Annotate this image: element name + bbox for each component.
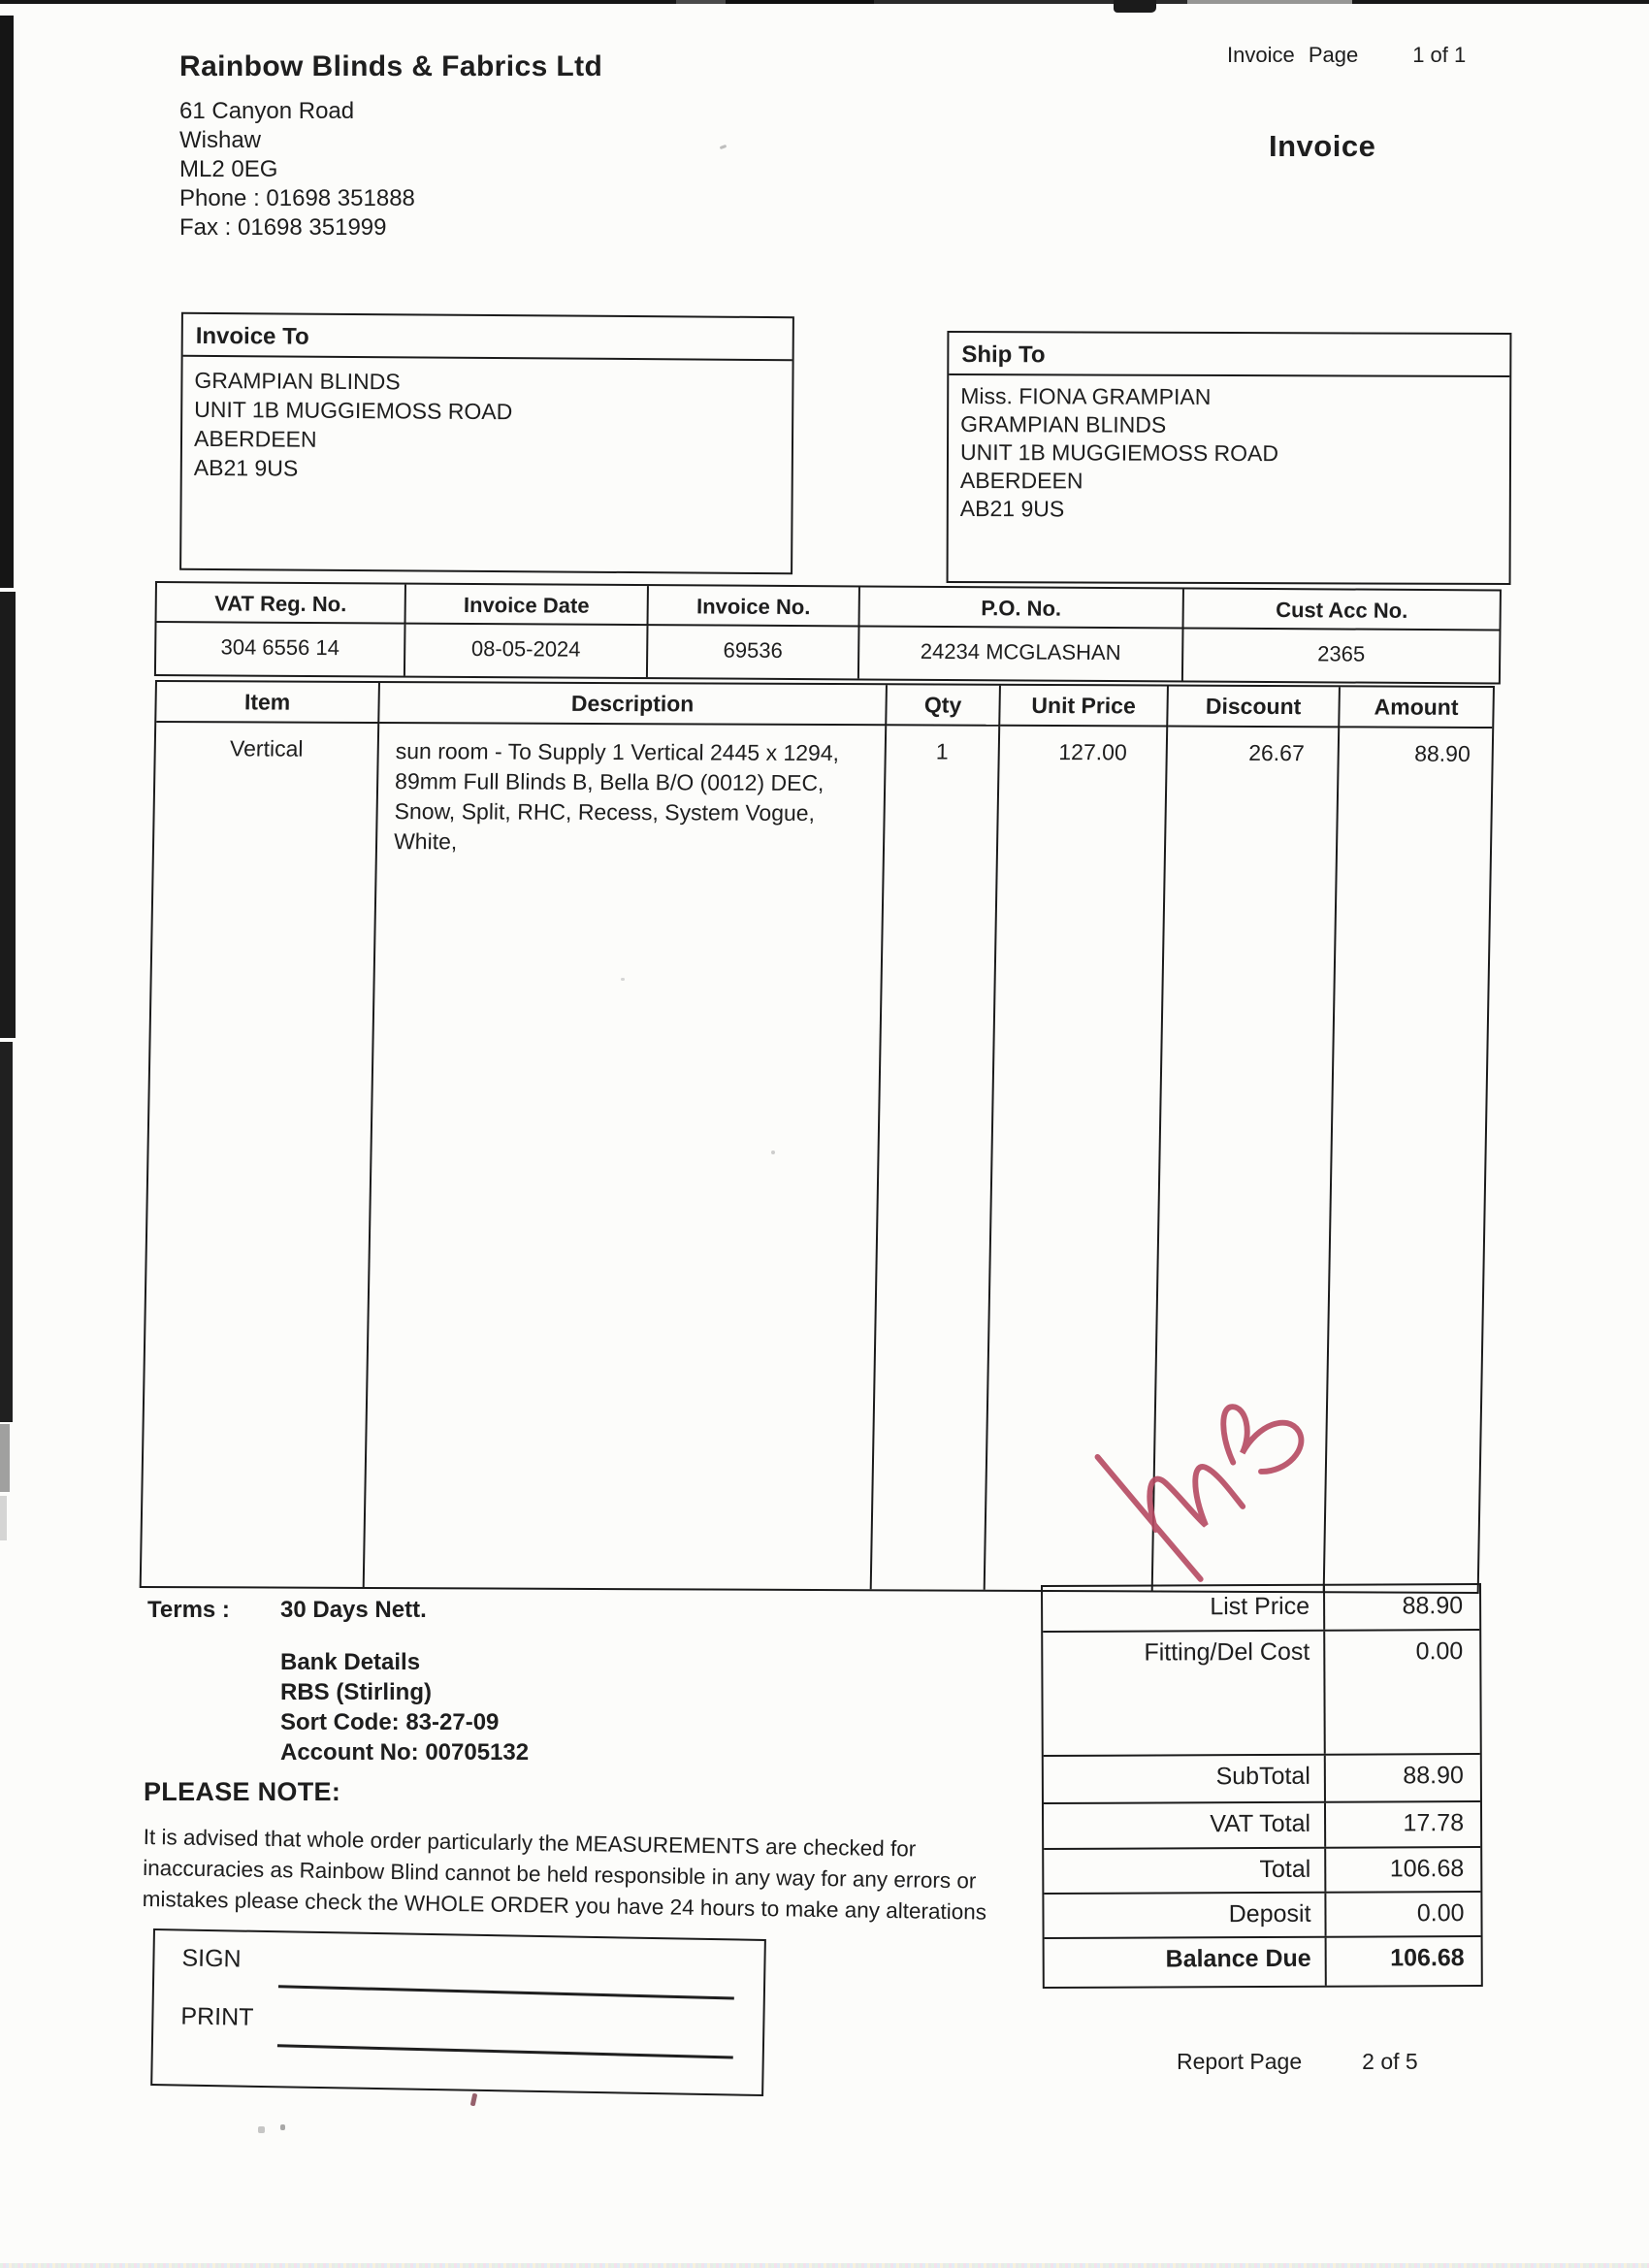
- company-name: Rainbow Blinds & Fabrics Ltd: [179, 50, 603, 82]
- vat-reg-no-header: VAT Reg. No.: [157, 583, 406, 625]
- print-label: PRINT: [180, 2002, 254, 2031]
- company-phone: Phone : 01698 351888: [179, 185, 415, 211]
- total-label: Deposit: [1044, 1894, 1326, 1937]
- vat-reg-no-value: 304 6556 14: [156, 623, 406, 676]
- line-item-amount: 88.90: [1413, 740, 1471, 766]
- address-line: GRAMPIAN BLINDS: [960, 411, 1167, 437]
- report-page-label: Report Page: [1177, 2049, 1303, 2074]
- total-value: 17.78: [1403, 1809, 1465, 1837]
- scan-speck: [258, 2126, 265, 2133]
- company-address-line: ML2 0EG: [179, 156, 278, 182]
- invoice-date-value: 08-05-2024: [405, 625, 649, 678]
- total-value: 0.00: [1416, 1899, 1465, 1928]
- line-item-qty: 1: [872, 726, 1001, 1589]
- bank-details-heading: Bank Details: [280, 1649, 421, 1675]
- line-item-name: Vertical: [142, 723, 380, 1587]
- total-row-subtotal: [1044, 1753, 1480, 1802]
- total-value: 106.68: [1389, 1855, 1465, 1883]
- total-row-deposit: [1044, 1891, 1480, 1937]
- totals-table: [1041, 1583, 1483, 1989]
- ship-to-heading: Ship To: [949, 333, 1509, 377]
- bank-details: [280, 1647, 529, 1767]
- address-line: AB21 9US: [959, 496, 1065, 522]
- disclaimer-line: mistakes please check the WHOLE ORDER you have 24 hours to make any alterations: [142, 1886, 987, 1925]
- invoice-page-label: Invoice Page: [1227, 43, 1359, 67]
- total-row-list-price: [1043, 1585, 1479, 1631]
- line-item-unit-price: 127.00: [986, 727, 1169, 1591]
- total-row-vat-total: [1044, 1800, 1480, 1848]
- description-line: White,: [393, 828, 458, 855]
- address-line: Miss. FIONA GRAMPIAN: [960, 383, 1212, 409]
- address-line: GRAMPIAN BLINDS: [194, 367, 401, 395]
- total-label: Fitting/Del Cost: [1043, 1632, 1326, 1755]
- signature-line: [278, 1985, 734, 1999]
- disclaimer-line: inaccuracies as Rainbow Blind cannot be held responsible in any way for any errors or: [143, 1855, 977, 1894]
- scan-artifact-left-edge: [0, 1424, 10, 1492]
- bank-account-no: Account No: 00705132: [280, 1739, 530, 1766]
- po-no-header: P.O. No.: [859, 587, 1183, 629]
- line-item-description: [365, 724, 888, 1589]
- description-line: 89mm Full Blinds B, Bella B/O (0012) DEC,: [394, 768, 824, 796]
- sign-label: SIGN: [181, 1944, 242, 1973]
- bank-sort-code: Sort Code: 83-27-09: [280, 1709, 500, 1735]
- scan-artifact-top-edge: [0, 0, 1649, 4]
- invoice-to-box: [179, 312, 794, 574]
- company-header: [179, 50, 602, 243]
- company-address-line: 61 Canyon Road: [179, 98, 355, 124]
- company-address-line: Wishaw: [179, 127, 262, 153]
- total-value: 88.90: [1402, 1592, 1464, 1620]
- po-no-value: 24234 MCGLASHAN: [859, 627, 1184, 680]
- invoice-no-value: 69536: [648, 626, 860, 678]
- total-label: SubTotal: [1044, 1756, 1326, 1802]
- scan-artifact-left-edge: [0, 1042, 13, 1422]
- ship-to-address: [949, 375, 1510, 534]
- scan-artifact-blob: [1114, 0, 1156, 13]
- invoice-date-header: Invoice Date: [406, 585, 649, 627]
- please-note-heading: PLEASE NOTE:: [144, 1777, 341, 1806]
- invoice-page-value: 1 of 1: [1412, 43, 1467, 67]
- discount-column-header: Discount: [1168, 687, 1341, 729]
- total-value: 88.90: [1403, 1762, 1464, 1790]
- report-page-indicator: [1177, 2049, 1418, 2075]
- invoice-info-table: [154, 581, 1502, 684]
- cust-acc-no-value: 2365: [1317, 641, 1366, 666]
- terms-value: 30 Days Nett.: [280, 1597, 427, 1623]
- scan-speck: [280, 2124, 285, 2130]
- cust-acc-no-header: Cust Acc No.: [1183, 589, 1499, 631]
- address-line: UNIT 1B MUGGIEMOSS ROAD: [959, 439, 1279, 467]
- address-line: AB21 9US: [193, 454, 299, 481]
- ship-to-box: [947, 331, 1512, 585]
- company-address: [179, 97, 602, 243]
- total-label: Total: [1044, 1849, 1326, 1893]
- total-label: Balance Due: [1045, 1938, 1327, 1987]
- total-value: 0.00: [1415, 1637, 1464, 1666]
- scan-speck: [470, 2093, 478, 2107]
- description-line: Snow, Split, RHC, Recess, System Vogue,: [394, 798, 816, 826]
- item-column-header: Item: [156, 682, 380, 724]
- invoice-to-heading: Invoice To: [183, 314, 792, 361]
- address-line: ABERDEEN: [193, 425, 317, 452]
- scan-artifact-left-edge: [0, 1496, 7, 1540]
- address-line: UNIT 1B MUGGIEMOSS ROAD: [194, 396, 513, 425]
- signature-box: [150, 1928, 766, 2096]
- terms-label: Terms :: [147, 1597, 230, 1623]
- total-label: VAT Total: [1044, 1803, 1326, 1848]
- unit-price-column-header: Unit Price: [1000, 686, 1169, 728]
- description-column-header: Description: [379, 683, 888, 726]
- invoice-page-indicator: [1227, 43, 1466, 68]
- line-item-discount: 26.67: [1153, 728, 1341, 1592]
- total-label: List Price: [1043, 1586, 1325, 1631]
- invoice-to-address: [182, 357, 792, 495]
- description-line: sun room - To Supply 1 Vertical 2445 x 1294,: [395, 738, 840, 766]
- total-row-total: [1044, 1846, 1480, 1893]
- bank-name: RBS (Stirling): [280, 1679, 432, 1705]
- scan-speck: [720, 145, 728, 149]
- print-name-line: [277, 2044, 733, 2058]
- scan-artifact-left-edge: [0, 16, 14, 588]
- scan-artifact-bottom-edge: [0, 2263, 1649, 2268]
- company-fax: Fax : 01698 351999: [179, 214, 387, 241]
- amount-column-header: Amount: [1340, 687, 1493, 729]
- report-page-value: 2 of 5: [1362, 2049, 1418, 2074]
- measurement-disclaimer: [142, 1822, 1016, 1928]
- address-line: ABERDEEN: [959, 468, 1083, 494]
- total-row-fitting-cost: [1043, 1629, 1480, 1755]
- disclaimer-line: It is advised that whole order particularly the MEASUREMENTS are checked for: [143, 1824, 917, 1862]
- total-row-balance-due: [1045, 1935, 1481, 1987]
- scan-artifact-left-edge: [0, 592, 16, 1038]
- document-title: Invoice: [1269, 129, 1376, 163]
- total-value: 106.68: [1390, 1944, 1465, 1972]
- invoice-no-header: Invoice No.: [649, 586, 860, 627]
- qty-column-header: Qty: [887, 685, 1001, 727]
